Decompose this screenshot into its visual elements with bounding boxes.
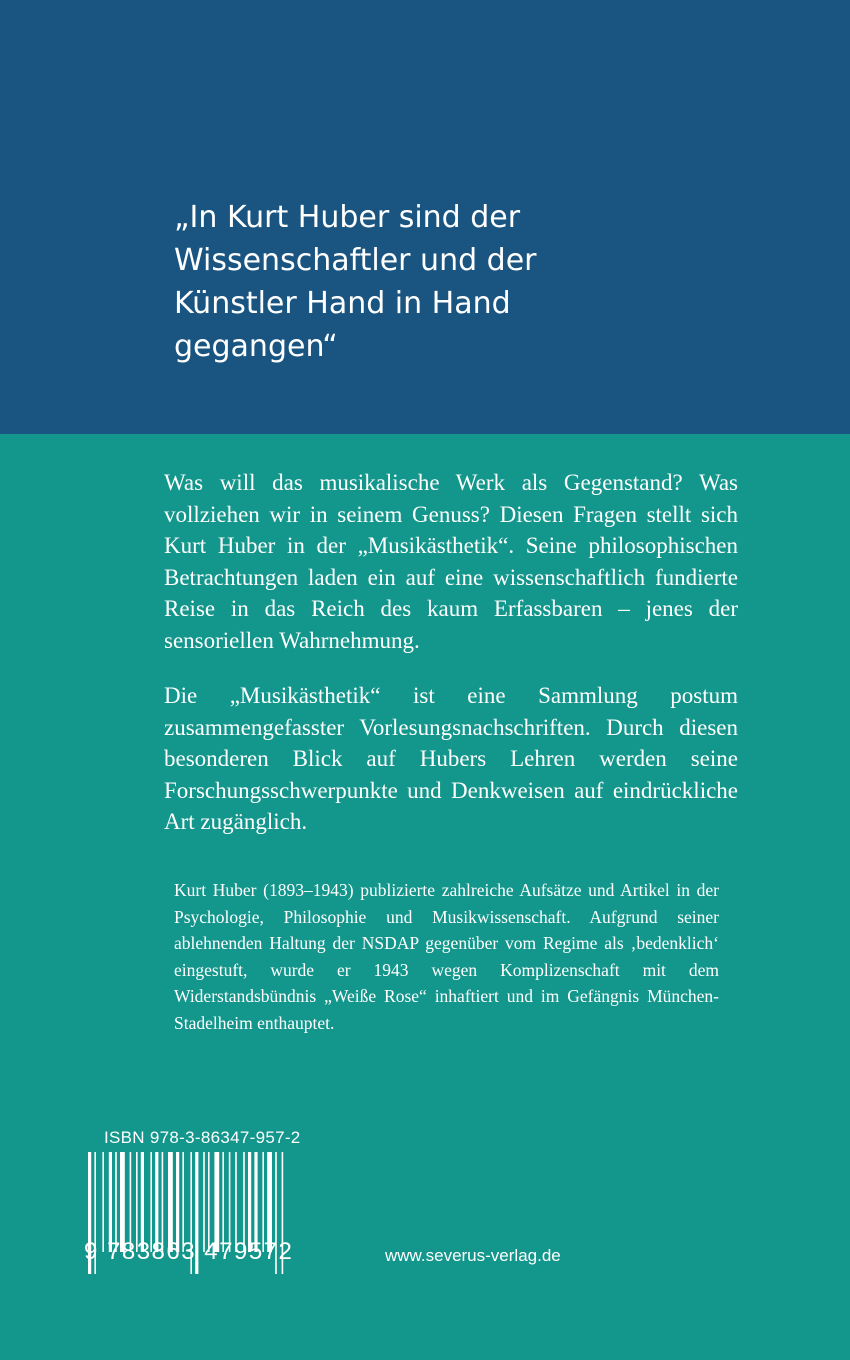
barcode-digits: 9 783863 479572	[84, 1238, 294, 1265]
publisher-website: www.severus-verlag.de	[385, 1246, 561, 1265]
description-paragraph-1: Was will das musikalische Werk als Gegenstand? Was vollziehen wir in seinem Genuss? Diesen Fragen stellt sich Kurt Huber in der „Musikästhetik“. Seine philosophischen Betrachtungen laden ein auf eine wissenschaftlich fundierte Reise in das Reich des kaum Erfassbaren – jenes der sensoriellen Wahrnehmung.	[164, 470, 738, 653]
cover-quote: „In Kurt Huber sind der Wissenschaftler und der Künstler Hand in Hand gegangen“	[174, 200, 537, 364]
description-paragraph-2: Die „Musikästhetik“ ist eine Sammlung postum zusammengefasster Vorlesungsnachschriften. Durch diesen besonderen Blick auf Hubers Lehren werden seine Forschungsschwerpunkte und Denkweisen auf eindrückliche Art zugänglich.	[164, 683, 738, 834]
author-bio-paragraph: Kurt Huber (1893–1943) publizierte zahlreiche Aufsätze und Artikel in der Psychologie, Philosophie und Musikwissenschaft. Aufgrund seiner ablehnenden Haltung der NSDAP gegenüber vom Regime als ‚bedenklich‘ eingestuft, wurde er 1943 wegen Komplizenschaft mit dem Widerstandsbündnis „Weiße Rose“ inhaftiert und im Gefängnis München-Stadelheim enthauptet.	[174, 880, 719, 1033]
isbn-label: ISBN 978-3-86347-957-2	[104, 1128, 301, 1147]
